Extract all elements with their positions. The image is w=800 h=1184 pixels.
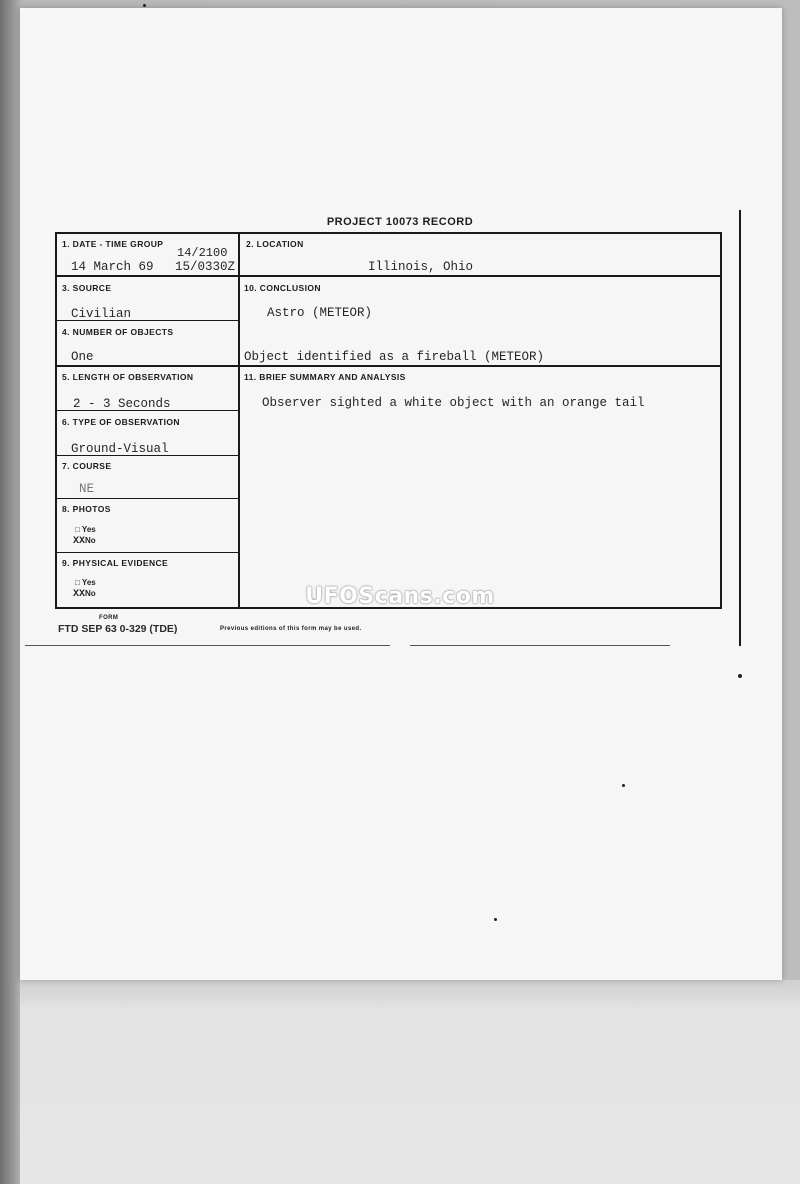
summary-value: Observer sighted a white object with an orange tail (262, 396, 645, 410)
evidence-no-label: No (85, 589, 96, 598)
time-local-value: 14/2100 (177, 246, 228, 260)
ink-speck (622, 784, 625, 787)
type-of-observation-label: 6. TYPE OF OBSERVATION (62, 417, 180, 427)
evidence-mark: XX (73, 589, 86, 600)
photos-no-option (73, 536, 96, 547)
course-value: NE (79, 482, 95, 496)
photos-no-label: No (85, 536, 96, 545)
location-label: 2. LOCATION (246, 239, 304, 249)
watermark: UFOScans.com (305, 584, 495, 609)
date-time-label: 1. DATE - TIME GROUP (62, 239, 164, 249)
form-word: FORM (99, 615, 119, 621)
checkbox-icon: □ (75, 525, 80, 534)
ink-speck (738, 674, 742, 678)
row-divider (57, 365, 238, 367)
conclusion-label: 10. CONCLUSION (244, 283, 321, 293)
photos-yes-label: Yes (81, 525, 96, 534)
source-value: Civilian (71, 307, 132, 321)
ink-speck (143, 4, 146, 7)
scan-lower-background (20, 980, 800, 1184)
checkbox-icon: □ (75, 578, 80, 587)
location-value: Illinois, Ohio (368, 260, 474, 274)
source-label: 3. SOURCE (62, 283, 112, 293)
number-of-objects-label: 4. NUMBER OF OBJECTS (62, 327, 174, 337)
column-divider (238, 234, 240, 607)
row-divider (57, 275, 238, 277)
row-divider (238, 275, 720, 277)
margin-rule (739, 210, 741, 646)
row-divider (57, 552, 238, 553)
footer-rule (410, 645, 670, 646)
date-value: 14 March 69 (71, 260, 154, 274)
course-label: 7. COURSE (62, 461, 112, 471)
time-zulu-value: 15/0330Z (175, 260, 236, 274)
form-footer (58, 617, 738, 647)
physical-evidence-label: 9. PHYSICAL EVIDENCE (62, 558, 169, 568)
form-notice: Previous editions of this form may be used. (220, 626, 362, 632)
length-of-observation-label: 5. LENGTH OF OBSERVATION (62, 372, 194, 382)
summary-label: 11. BRIEF SUMMARY AND ANALYSIS (244, 372, 406, 382)
photos-mark: XX (73, 536, 86, 547)
photos-yes-option (75, 525, 96, 534)
footer-rule (25, 645, 390, 646)
form-title: PROJECT 10073 RECORD (326, 216, 474, 228)
ink-speck (494, 918, 497, 921)
photos-label: 8. PHOTOS (62, 504, 111, 514)
conclusion-detail: Object identified as a fireball (METEOR) (244, 350, 545, 364)
type-of-observation-value: Ground-Visual (71, 442, 169, 456)
row-divider (238, 365, 720, 367)
number-of-objects-value: One (71, 350, 94, 364)
length-of-observation-value: 2 - 3 Seconds (73, 397, 171, 411)
form-id: FTD SEP 63 0-329 (TDE) (58, 623, 178, 635)
evidence-yes-label: Yes (81, 578, 96, 587)
conclusion-value: Astro (METEOR) (267, 306, 373, 320)
row-divider (57, 498, 238, 499)
record-form (55, 232, 722, 609)
